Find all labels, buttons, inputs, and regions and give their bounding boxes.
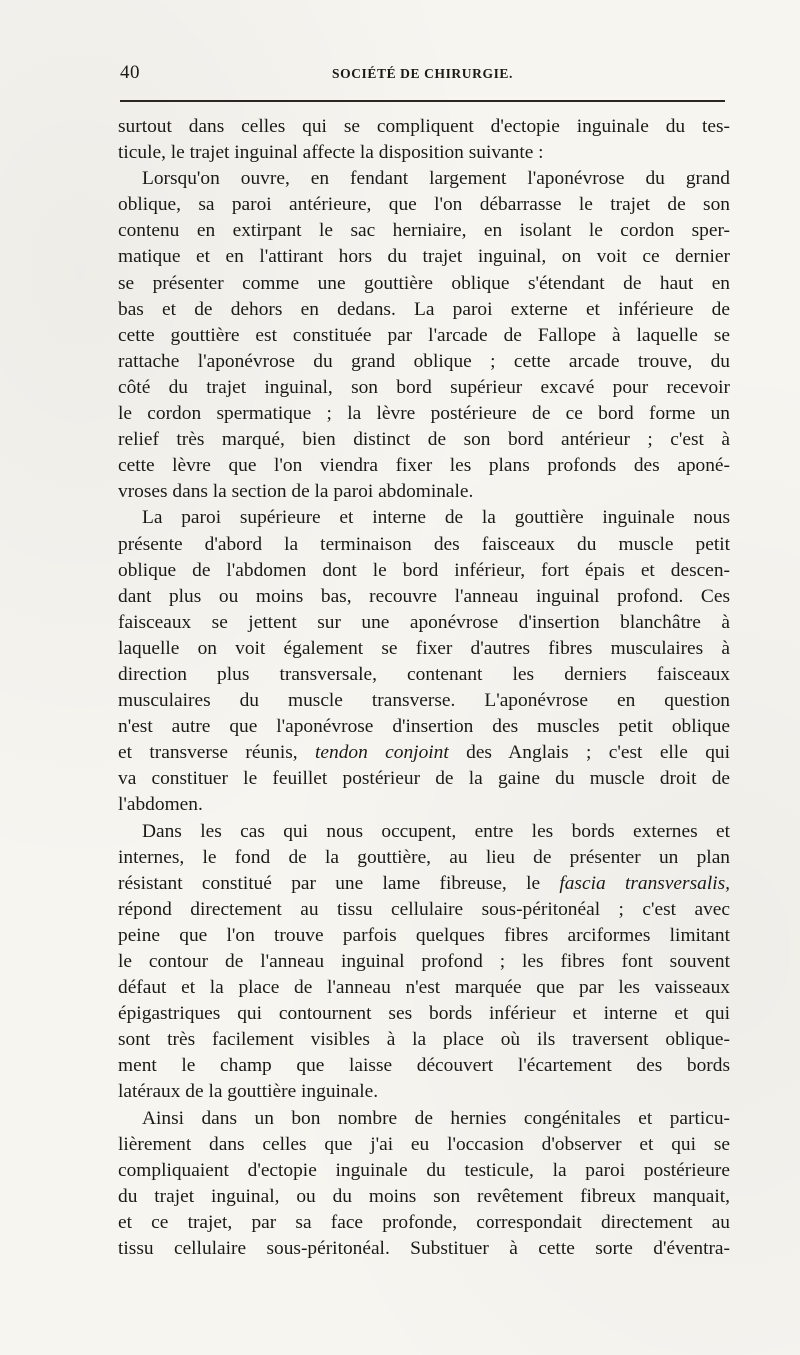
text-line: musculaires du muscle transverse. L'aponévrose en question <box>118 690 730 712</box>
text-line: présente d'abord la terminaison des faisceaux du muscle petit <box>118 533 730 555</box>
text-line: direction plus transversale, contenant les derniers faisceaux <box>118 663 730 685</box>
text-line: rattache l'aponévrose du grand oblique ; cette arcade trouve, du <box>118 350 730 372</box>
text-line: laquelle on voit également se fixer d'autres fibres musculaires à <box>118 637 730 659</box>
text-line: oblique de l'abdomen dont le bord inférieur, fort épais et descen- <box>118 559 730 581</box>
page-number: 40 <box>120 62 140 83</box>
text-line: faisceaux se jettent sur une aponévrose d'insertion blanchâtre à <box>118 611 730 633</box>
text-line: dant plus ou moins bas, recouvre l'anneau inguinal profond. Ces <box>118 585 730 607</box>
text-line: l'abdomen. <box>118 794 203 816</box>
text-line: ticule, le trajet inguinal affecte la disposition suivante : <box>118 142 544 164</box>
text-line: peine que l'on trouve parfois quelques fibres arciformes limitant <box>118 924 730 946</box>
text-line: va constituer le feuillet postérieur de la gaine du muscle droit de <box>118 768 730 790</box>
running-title: SOCIÉTÉ DE CHIRURGIE. <box>331 66 513 81</box>
page-header <box>120 62 725 92</box>
text-line: du trajet inguinal, ou du moins son revêtement fibreux manquait, <box>118 1185 730 1207</box>
text-line: et ce trajet, par sa face profonde, correspondait directement au <box>118 1211 730 1233</box>
text-line: internes, le fond de la gouttière, au lieu de présenter un plan <box>118 846 730 868</box>
italic-term-tendon-conjoint: tendon conjoint <box>315 742 449 764</box>
body-text <box>118 114 730 1262</box>
text-line: répond directement au tissu cellulaire sous-péritonéal ; c'est avec <box>118 898 730 920</box>
text-line: cette gouttière est constituée par l'arcade de Fallope à laquelle se <box>118 324 730 346</box>
text-line: contenu en extirpant le sac herniaire, en isolant le cordon sper- <box>118 220 730 242</box>
text-line-with-italic <box>118 871 730 897</box>
text-segment: et transverse réunis, <box>118 742 316 764</box>
paragraph-2 <box>118 166 730 505</box>
text-line: tissu cellulaire sous-péritonéal. Substituer à cette sorte d'éventra- <box>118 1238 730 1260</box>
paragraph-1 <box>118 114 730 166</box>
text-line: le cordon spermatique ; la lèvre postérieure de ce bord forme un <box>118 403 730 425</box>
text-line: La paroi supérieure et interne de la gouttière inguinale nous <box>142 507 730 529</box>
text-line: côté du trajet inguinal, son bord supérieur excavé pour recevoir <box>118 376 730 398</box>
text-line: ment le champ que laisse découvert l'écartement des bords <box>118 1055 730 1077</box>
text-line: cette lèvre que l'on viendra fixer les plans profonds des aponé- <box>118 455 730 477</box>
text-line: Lorsqu'on ouvre, en fendant largement l'aponévrose du grand <box>142 168 730 190</box>
text-line: latéraux de la gouttière inguinale. <box>118 1081 379 1103</box>
text-line: compliquaient d'ectopie inguinale du testicule, la paroi postérieure <box>118 1159 730 1181</box>
text-line-with-italic <box>118 740 730 766</box>
text-line: Ainsi dans un bon nombre de hernies congénitales et particu- <box>142 1107 730 1129</box>
text-segment: des Anglais ; c'est elle qui <box>448 742 730 764</box>
text-line: surtout dans celles qui se compliquent d'ectopie inguinale du tes- <box>118 116 730 137</box>
paragraph-4 <box>118 819 730 1106</box>
italic-term-fascia-transversalis: fascia transversalis, <box>559 872 730 894</box>
header-rule <box>120 100 725 102</box>
text-line: Dans les cas qui nous occupent, entre les bords externes et <box>142 820 730 842</box>
text-line: relief très marqué, bien distinct de son bord antérieur ; c'est à <box>118 429 730 451</box>
text-line: bas et de dehors en dedans. La paroi externe et inférieure de <box>118 298 730 320</box>
text-line: défaut et la place de l'anneau n'est marquée que par les vaisseaux <box>118 977 730 999</box>
text-line: le contour de l'anneau inguinal profond ; les fibres font souvent <box>118 951 730 972</box>
text-line: n'est autre que l'aponévrose d'insertion des muscles petit oblique <box>118 716 730 738</box>
text-line: vroses dans la section de la paroi abdominale. <box>118 481 474 503</box>
text-line: épigastriques qui contournent ses bords inférieur et interne et qui <box>118 1003 730 1025</box>
text-line: lièrement dans celles que j'ai eu l'occasion d'observer et qui se <box>118 1133 730 1155</box>
text-segment: résistant constitué par une lame fibreuse, le <box>118 872 560 894</box>
text-line: sont très facilement visibles à la place où ils traversent oblique- <box>118 1029 730 1051</box>
paragraph-5 <box>118 1106 730 1263</box>
text-line: matique et en l'attirant hors du trajet inguinal, on voit ce dernier <box>118 246 730 268</box>
text-line: oblique, sa paroi antérieure, que l'on débarrasse le trajet de son <box>118 194 730 216</box>
paragraph-3 <box>118 505 730 818</box>
text-line: se présenter comme une gouttière oblique s'étendant de haut en <box>118 272 730 294</box>
